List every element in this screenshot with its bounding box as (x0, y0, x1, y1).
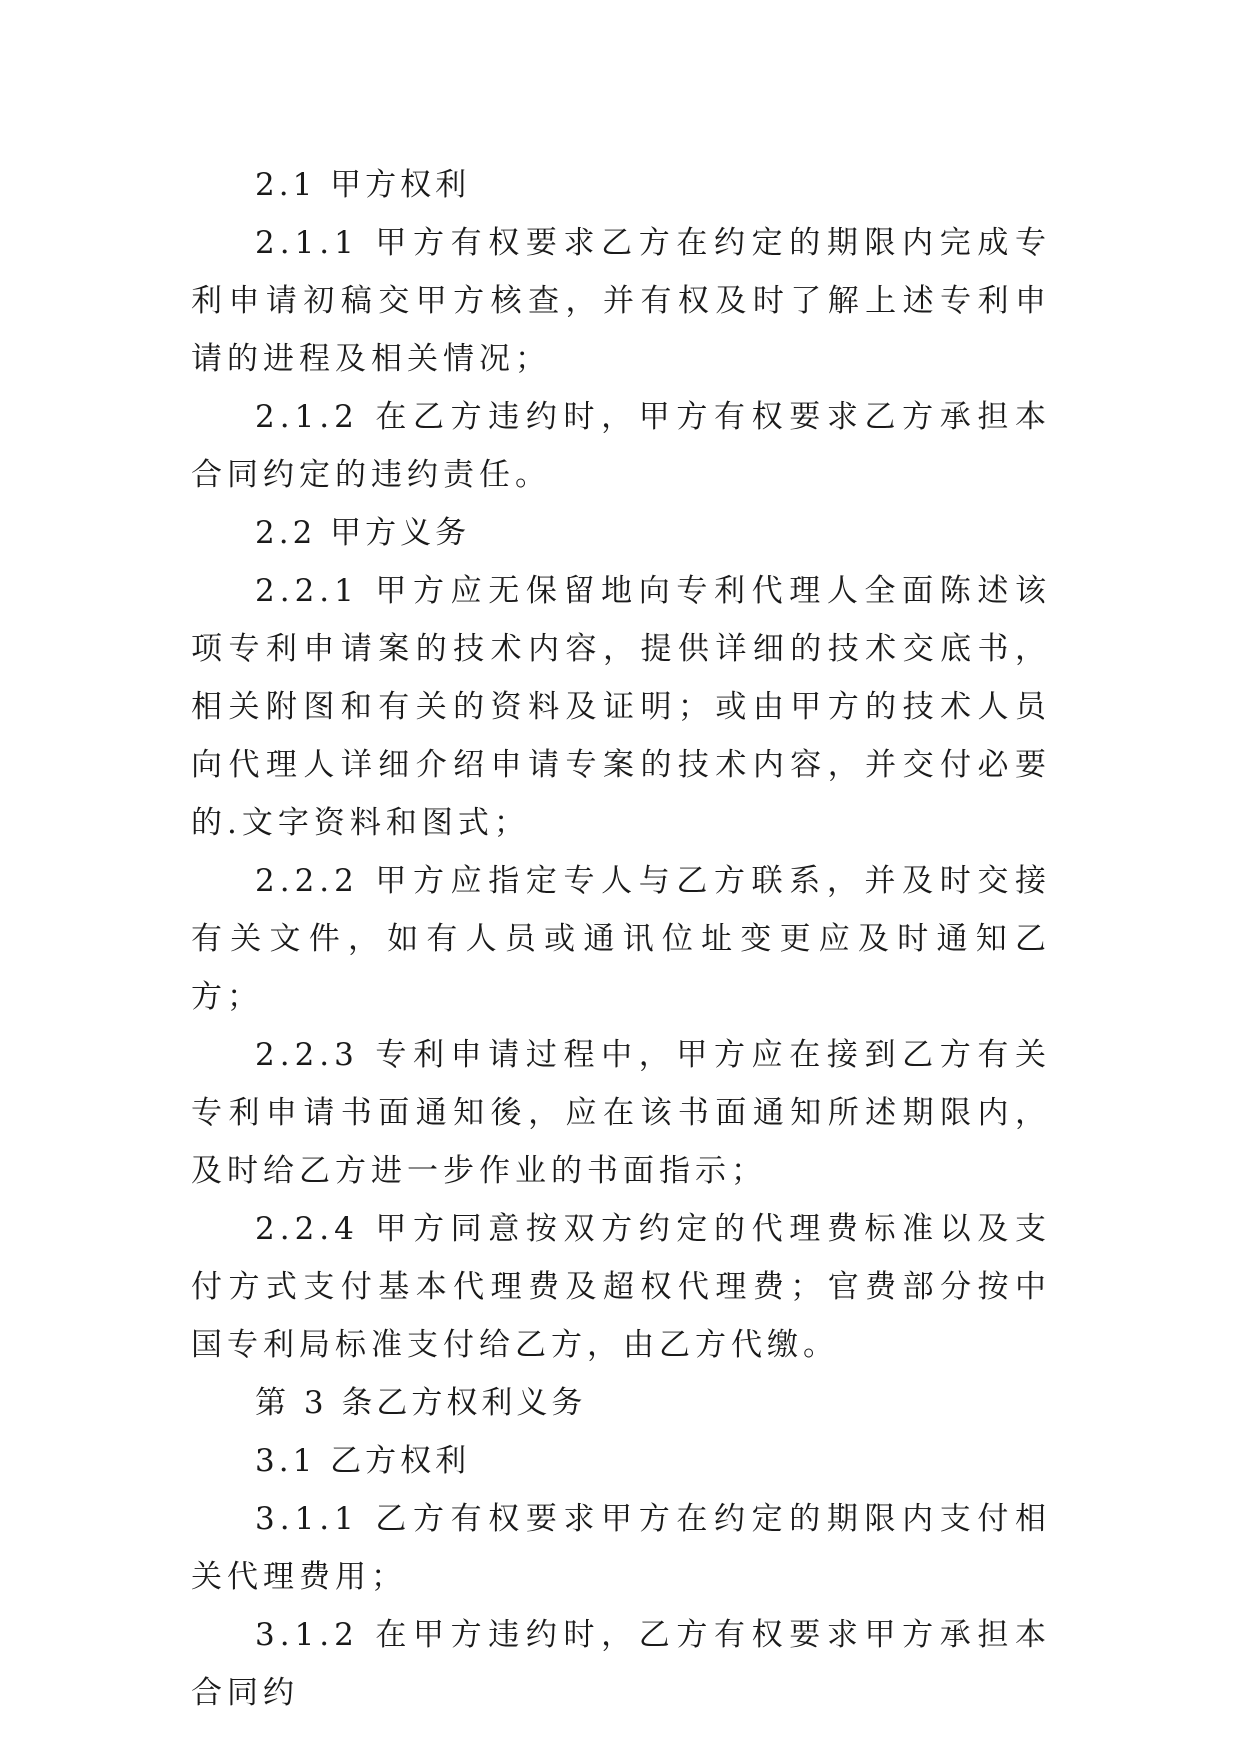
section-heading-3-1: 3.1 乙方权利 (255, 1443, 471, 1479)
section-heading-2-1: 2.1 甲方权利 (255, 167, 471, 203)
section-heading-2-2: 2.2 甲方义务 (255, 515, 471, 551)
article-heading-3: 第 3 条乙方权利义务 (255, 1385, 587, 1421)
clause-2-2-1: 2.2.1 甲方应无保留地向专利代理人全面陈述该项专利申请案的技术内容，提供详细的技术交底书，相关附图和有关的资料及证明；或由甲方的技术人员向代理人详细介绍申请专案的技术内容，并交付必要的.文字资料和图式； (191, 573, 1051, 841)
clause-2-2-2: 2.2.2 甲方应指定专人与乙方联系，并及时交接有关文件，如有人员或通讯位址变更应及时通知乙方； (191, 863, 1051, 1015)
clause-3-1-1: 3.1.1 乙方有权要求甲方在约定的期限内支付相关代理费用； (191, 1501, 1051, 1595)
clause-3-1-2: 3.1.2 在甲方违约时，乙方有权要求甲方承担本合同约 (191, 1617, 1051, 1711)
clause-2-2-4: 2.2.4 甲方同意按双方约定的代理费标准以及支付方式支付基本代理费及超权代理费；官费部分按中国专利局标准支付给乙方，由乙方代缴。 (191, 1211, 1051, 1363)
document-page (191, 156, 1051, 1722)
clause-2-1-1: 2.1.1 甲方有权要求乙方在约定的期限内完成专利申请初稿交甲方核查，并有权及时了解上述专利申请的进程及相关情况； (191, 225, 1051, 377)
clause-2-1-2: 2.1.2 在乙方违约时，甲方有权要求乙方承担本合同约定的违约责任。 (191, 399, 1051, 493)
clause-2-2-3: 2.2.3 专利申请过程中，甲方应在接到乙方有关专利申请书面通知後，应在该书面通知所述期限内，及时给乙方进一步作业的书面指示； (191, 1037, 1051, 1189)
